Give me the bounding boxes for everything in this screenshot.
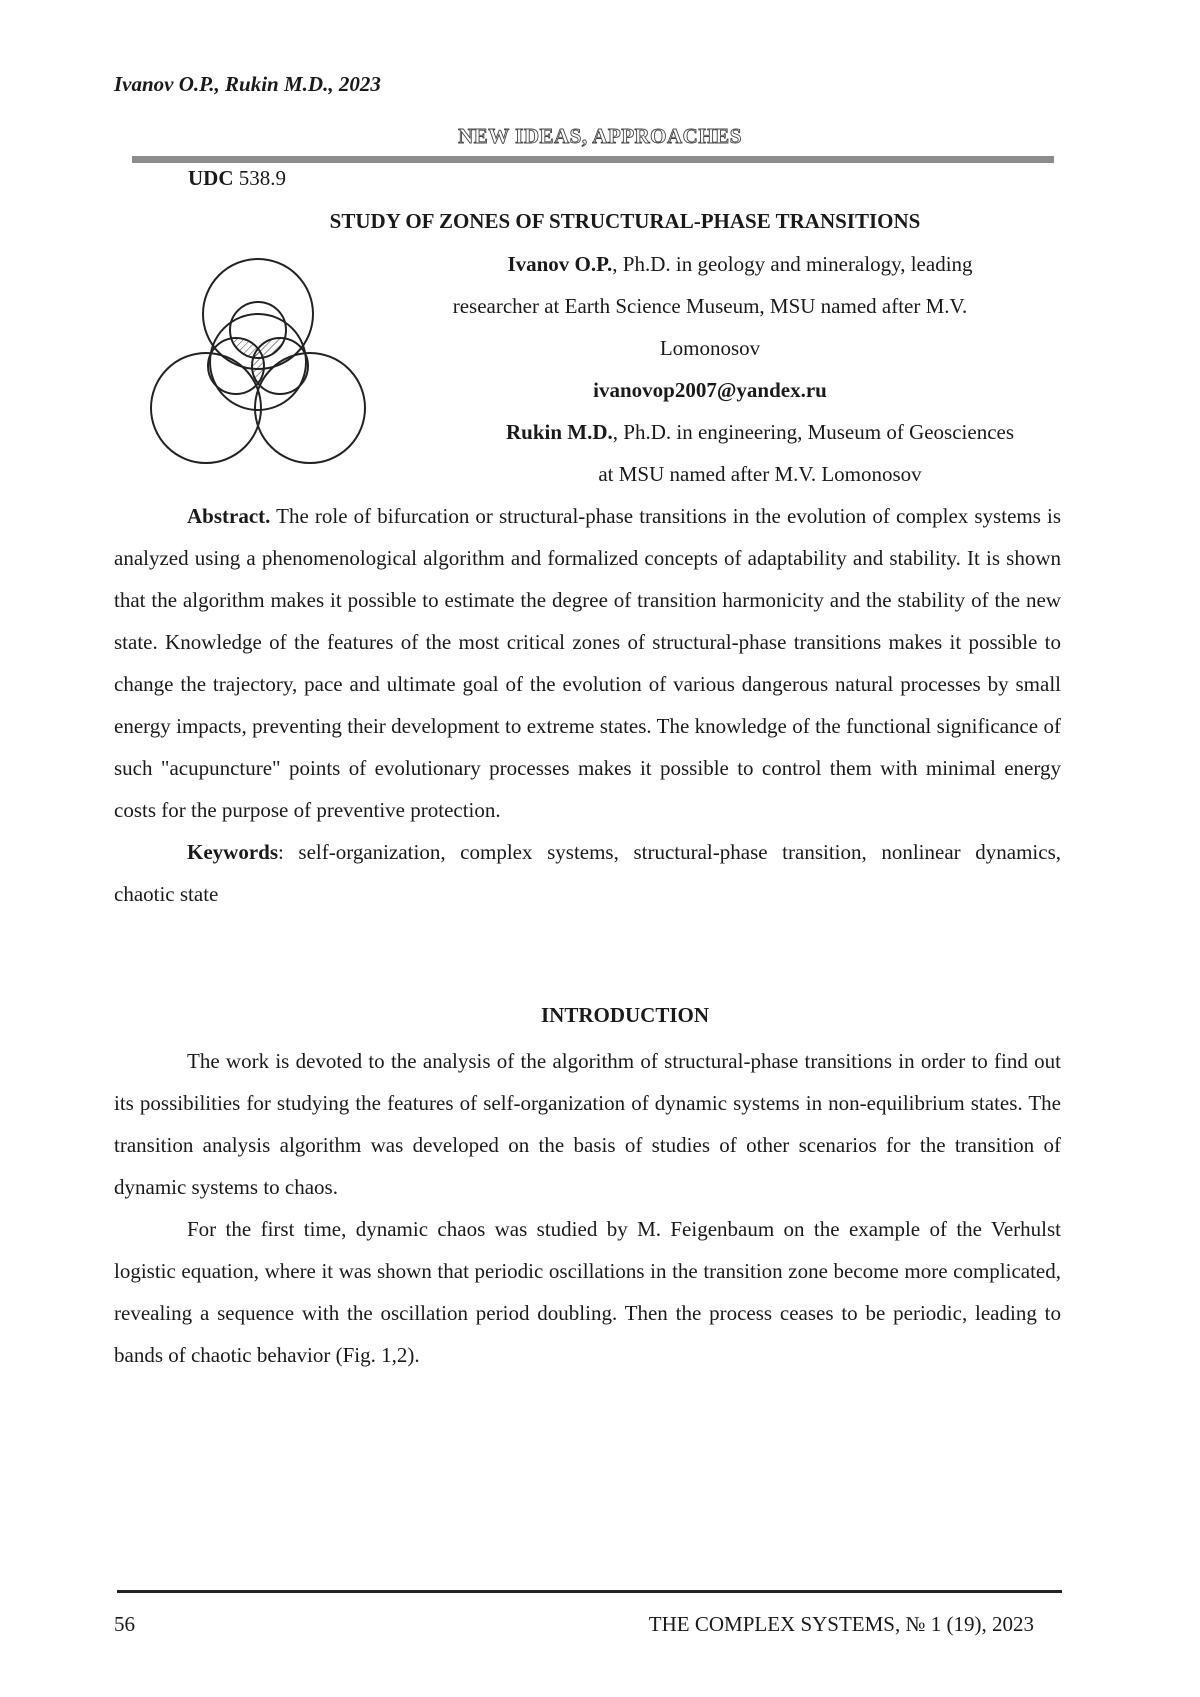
header-rule <box>132 156 1054 163</box>
introduction-heading: INTRODUCTION <box>540 1003 710 1027</box>
keywords-label: Keywords <box>187 840 278 864</box>
section-header: NEW IDEAS, APPROACHES <box>458 124 742 148</box>
author-2-line-1 <box>440 411 1080 453</box>
paper-title: STUDY OF ZONES OF STRUCTURAL-PHASE TRANSITIONS <box>329 209 921 233</box>
keywords-paragraph <box>114 831 1061 915</box>
journal-citation: THE COMPLEX SYSTEMS, № 1 (19), 2023 <box>648 1612 1034 1636</box>
abstract-paragraph <box>114 495 1061 831</box>
author-2-line-2: at MSU named after M.V. Lomonosov <box>598 462 922 486</box>
author-1-name: Ivanov O.P. <box>507 252 613 276</box>
introduction-paragraph-2: For the first time, dynamic chaos was studied by M. Feigenbaum on the example of the Verhulst logistic equation, where it was shown that periodic oscillations in the transition zone become more complicated, revealing a sequence with the oscillation period doubling. Then the process ceases to be periodic, leading to bands of chaotic behavior (Fig. 1,2). <box>114 1217 1061 1367</box>
introduction-paragraph-1: The work is devoted to the analysis of the algorithm of structural-phase transitions in order to find out its possibilities for studying the features of self-organization of dynamic systems in non-equilibrium states. The transition analysis algorithm was developed on the basis of studies of other scenarios for the transition of dynamic systems to chaos. <box>114 1049 1061 1199</box>
abstract-text: The role of bifurcation or structural-phase transitions in the evolution of complex systems is analyzed using a phenomenological algorithm and formalized concepts of adaptability and stability. It is shown that the algorithm makes it possible to estimate the degree of transition harmonicity and the stability of the new state. Knowledge of the features of the most critical zones of structural-phase transitions makes it possible to change the trajectory, pace and ultimate goal of the evolution of various dangerous natural processes by small energy impacts, preventing their development to extreme states. The knowledge of the functional significance of such "acupuncture" points of evolutionary processes makes it possible to control them with minimal energy costs for the purpose of preventive protection. <box>114 504 1061 822</box>
author-1-line-2: researcher at Earth Science Museum, MSU named after M.V. <box>452 294 968 318</box>
author-1-email: ivanovop2007@yandex.ru <box>593 378 827 402</box>
author-1-line-1 <box>420 243 1060 285</box>
udc-value: 538.9 <box>238 166 286 190</box>
footer-rule <box>117 1590 1062 1593</box>
keywords-text: : self-organization, complex systems, structural-phase transition, nonlinear dynamics, chaotic state <box>114 840 1061 906</box>
author-1-affiliation-part1: , Ph.D. in geology and mineralogy, leading <box>612 252 973 276</box>
running-header-authors: Ivanov O.P., Rukin M.D., 2023 <box>114 72 381 96</box>
circles-emblem-logo <box>148 258 368 470</box>
author-2-affiliation-part1: , Ph.D. in engineering, Museum of Geosciences <box>612 420 1015 444</box>
author-2-name: Rukin M.D. <box>505 420 613 444</box>
udc <box>188 166 286 191</box>
page-number: 56 <box>114 1612 135 1636</box>
author-1-line-3: Lomonosov <box>659 336 761 360</box>
introduction-body <box>114 1040 1061 1376</box>
abstract-block <box>114 495 1061 915</box>
udc-label: UDC <box>188 166 234 190</box>
abstract-label: Abstract. <box>187 504 271 528</box>
